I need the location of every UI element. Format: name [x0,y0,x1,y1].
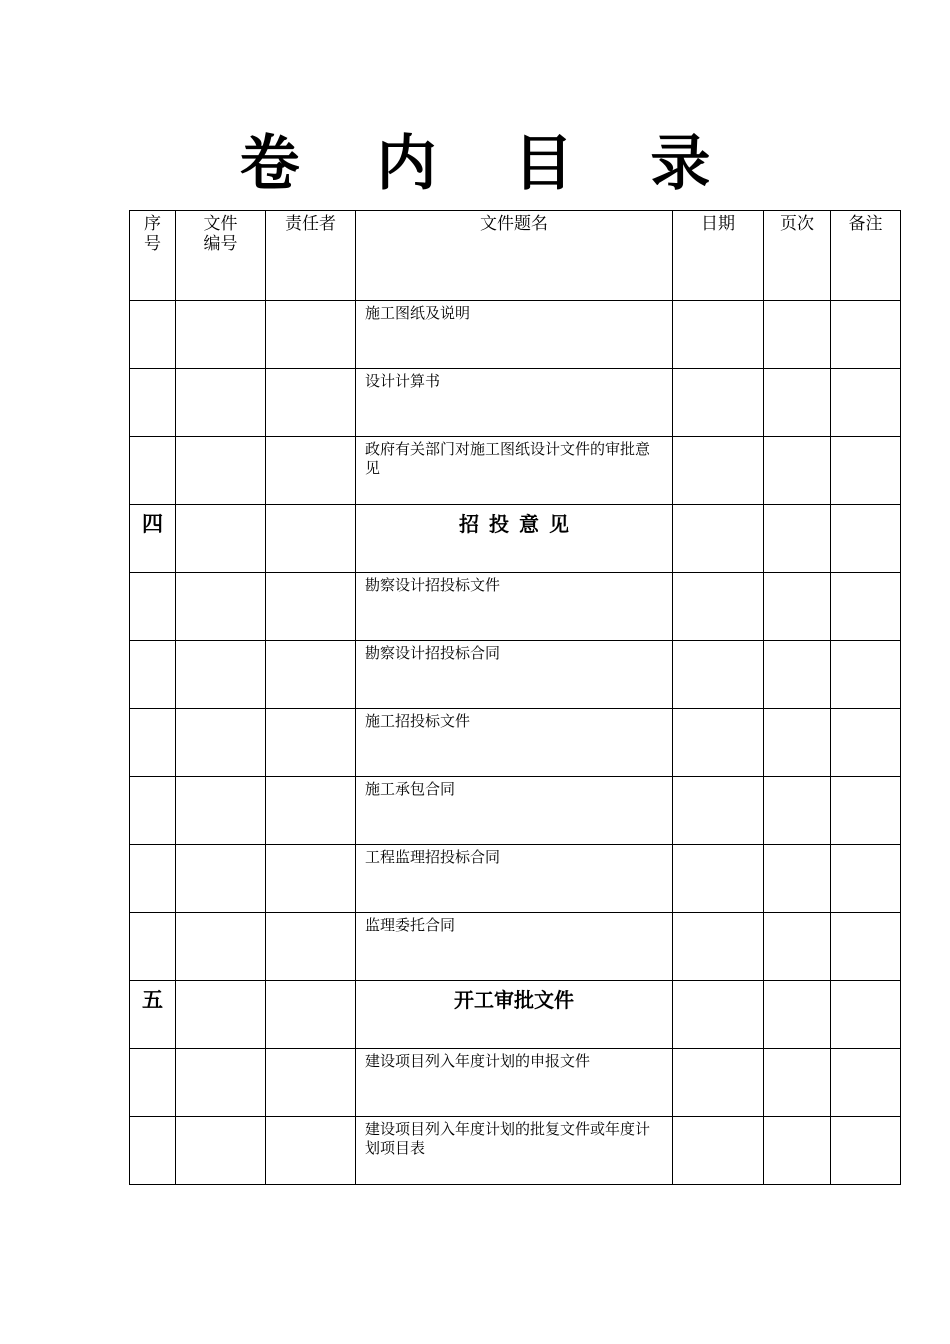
row-doc-title: 施工招投标文件 [356,709,673,777]
table-row [130,709,901,777]
table-row [130,777,901,845]
row-remarks [831,777,901,845]
row-responsible [266,1049,356,1117]
table-row [130,641,901,709]
row-doc-no [176,913,266,981]
row-responsible [266,1117,356,1185]
table-row [130,573,901,641]
row-doc-no [176,369,266,437]
row-doc-no [176,301,266,369]
table-row [130,1117,901,1185]
row-pages [764,1117,831,1185]
row-doc-title: 施工图纸及说明 [356,301,673,369]
row-date [673,1117,764,1185]
header-pages: 页次 [764,211,831,301]
row-remarks [831,369,901,437]
table-row [130,913,901,981]
row-responsible [266,845,356,913]
row-doc-no [176,777,266,845]
header-remarks: 备注 [831,211,901,301]
section-row [130,505,901,573]
row-responsible [266,573,356,641]
row-date [673,505,764,573]
row-pages [764,845,831,913]
row-date [673,913,764,981]
row-pages [764,1049,831,1117]
section-seq: 五 [130,981,176,1049]
row-date [673,981,764,1049]
row-doc-no [176,981,266,1049]
row-seq [130,437,176,505]
table-row [130,369,901,437]
row-date [673,1049,764,1117]
row-doc-no [176,1049,266,1117]
row-doc-no [176,505,266,573]
row-doc-title: 政府有关部门对施工图纸设计文件的审批意见 [356,437,673,505]
row-remarks [831,505,901,573]
row-date [673,641,764,709]
row-date [673,709,764,777]
table-row [130,1049,901,1117]
row-responsible [266,913,356,981]
row-seq [130,1049,176,1117]
row-remarks [831,913,901,981]
row-responsible [266,981,356,1049]
section-title: 开工审批文件 [356,981,673,1049]
row-pages [764,369,831,437]
row-responsible [266,641,356,709]
row-doc-no [176,709,266,777]
row-doc-no [176,1117,266,1185]
row-remarks [831,981,901,1049]
row-pages [764,301,831,369]
row-responsible [266,437,356,505]
row-remarks [831,573,901,641]
row-responsible [266,777,356,845]
section-row [130,981,901,1049]
row-responsible [266,369,356,437]
row-date [673,777,764,845]
row-pages [764,709,831,777]
row-remarks [831,845,901,913]
row-doc-no [176,641,266,709]
row-remarks [831,641,901,709]
row-remarks [831,1049,901,1117]
row-seq [130,845,176,913]
row-date [673,573,764,641]
row-responsible [266,505,356,573]
row-doc-no [176,437,266,505]
row-doc-title: 勘察设计招投标文件 [356,573,673,641]
page-title: 卷 内 目 录 [239,129,739,199]
row-doc-title: 工程监理招投标合同 [356,845,673,913]
row-remarks [831,437,901,505]
row-doc-title: 监理委托合同 [356,913,673,981]
row-seq [130,641,176,709]
row-responsible [266,301,356,369]
header-seq: 序 号 [130,211,176,301]
row-doc-no [176,573,266,641]
row-seq [130,709,176,777]
row-doc-title: 施工承包合同 [356,777,673,845]
table-row [130,301,901,369]
row-date [673,437,764,505]
row-doc-title: 设计计算书 [356,369,673,437]
row-seq [130,777,176,845]
row-remarks [831,1117,901,1185]
section-seq: 四 [130,505,176,573]
row-date [673,845,764,913]
table-row [130,845,901,913]
row-pages [764,981,831,1049]
row-responsible [266,709,356,777]
section-title: 招投意见 [356,505,673,573]
row-seq [130,913,176,981]
row-pages [764,505,831,573]
row-seq [130,1117,176,1185]
row-doc-title: 建设项目列入年度计划的申报文件 [356,1049,673,1117]
header-date: 日期 [673,211,764,301]
row-remarks [831,709,901,777]
row-pages [764,437,831,505]
header-responsible: 责任者 [266,211,356,301]
header-doc-title: 文件题名 [356,211,673,301]
row-pages [764,913,831,981]
row-date [673,301,764,369]
row-seq [130,573,176,641]
row-seq [130,369,176,437]
row-pages [764,573,831,641]
row-doc-no [176,845,266,913]
header-doc-no: 文件 编号 [176,211,266,301]
row-seq [130,301,176,369]
row-doc-title: 建设项目列入年度计划的批复文件或年度计划项目表 [356,1117,673,1185]
row-pages [764,777,831,845]
catalog-table [129,210,901,1185]
table-row [130,437,901,505]
row-remarks [831,301,901,369]
row-date [673,369,764,437]
row-pages [764,641,831,709]
table-header-row [130,211,901,301]
row-doc-title: 勘察设计招投标合同 [356,641,673,709]
